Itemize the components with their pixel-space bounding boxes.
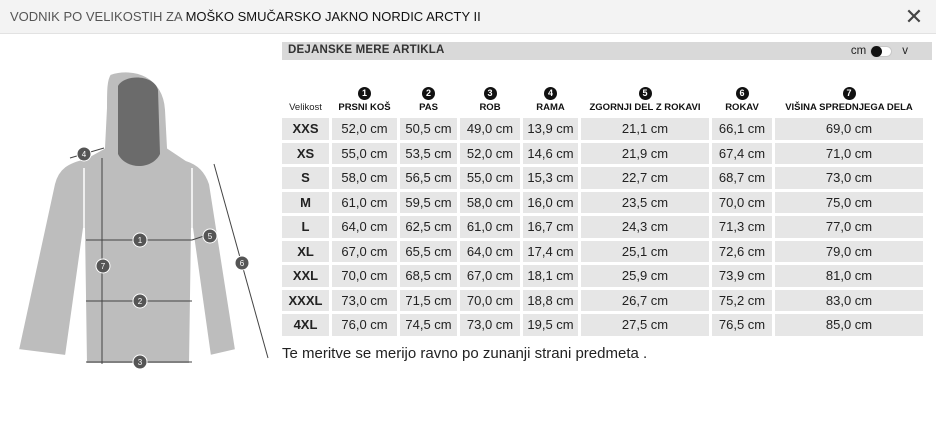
measurement-cell: 67,0 cm	[332, 241, 397, 263]
measurement-cell: 71,5 cm	[400, 290, 457, 312]
svg-text:7: 7	[100, 262, 106, 271]
size-table-body	[282, 118, 923, 336]
table-row	[282, 290, 923, 312]
svg-text:6: 6	[239, 259, 245, 268]
jacket-illustration	[14, 68, 276, 380]
column-label: RAMA	[536, 102, 565, 113]
measurement-cell: 50,5 cm	[400, 118, 457, 140]
table-row	[282, 118, 923, 140]
column-label: ZGORNJI DEL Z ROKAVI	[589, 102, 701, 113]
measurement-cell: 81,0 cm	[775, 265, 923, 287]
measurement-cell: 68,7 cm	[712, 167, 772, 189]
column-header-sleeve	[712, 83, 772, 115]
measurement-cell: 75,2 cm	[712, 290, 772, 312]
marker-7-icon	[96, 259, 110, 273]
modal-title	[10, 9, 481, 24]
measurement-cell: 24,3 cm	[581, 216, 709, 238]
measurement-cell: 85,0 cm	[775, 314, 923, 336]
column-label: PAS	[419, 102, 438, 113]
measurement-cell: 56,5 cm	[400, 167, 457, 189]
unit-cm-label[interactable]: cm	[850, 45, 867, 57]
size-cell: L	[282, 216, 329, 238]
measurement-cell: 18,8 cm	[523, 290, 578, 312]
measurement-cell: 16,7 cm	[523, 216, 578, 238]
marker-1-icon	[133, 233, 147, 247]
measurement-cell: 68,5 cm	[400, 265, 457, 287]
hood-opening	[118, 77, 160, 166]
title-prefix: VODNIK PO VELIKOSTIH ZA	[10, 9, 182, 24]
measurement-cell: 17,4 cm	[523, 241, 578, 263]
column-label: ROKAV	[725, 102, 759, 113]
measurement-cell: 52,0 cm	[460, 143, 520, 165]
measurement-cell: 71,0 cm	[775, 143, 923, 165]
measurement-cell: 70,0 cm	[712, 192, 772, 214]
size-cell: XS	[282, 143, 329, 165]
measurement-cell: 13,9 cm	[523, 118, 578, 140]
measurement-cell: 76,0 cm	[332, 314, 397, 336]
measurement-cell: 65,5 cm	[400, 241, 457, 263]
modal-header	[0, 0, 936, 34]
marker-3-icon	[133, 355, 147, 369]
section-header	[282, 42, 932, 60]
column-header-hem	[460, 83, 520, 115]
measurement-cell: 23,5 cm	[581, 192, 709, 214]
unit-in-label[interactable]: v	[902, 45, 908, 57]
badge-6-icon: 6	[736, 87, 749, 100]
product-name: MOŠKO SMUČARSKO JAKNO NORDIC ARCTY II	[185, 9, 481, 24]
measurement-cell: 15,3 cm	[523, 167, 578, 189]
badge-4-icon: 4	[544, 87, 557, 100]
measurement-cell: 59,5 cm	[400, 192, 457, 214]
table-row	[282, 167, 923, 189]
marker-6-icon	[235, 256, 249, 270]
measurement-cell: 21,1 cm	[581, 118, 709, 140]
measurement-cell: 49,0 cm	[460, 118, 520, 140]
measurement-cell: 16,0 cm	[523, 192, 578, 214]
badge-1-icon: 1	[358, 87, 371, 100]
svg-text:2: 2	[137, 297, 143, 306]
measurement-cell: 14,6 cm	[523, 143, 578, 165]
table-row	[282, 265, 923, 287]
table-header-row	[282, 83, 923, 115]
measurement-cell: 70,0 cm	[332, 265, 397, 287]
unit-toggle-switch[interactable]	[870, 46, 892, 57]
measurement-cell: 61,0 cm	[332, 192, 397, 214]
badge-3-icon: 3	[484, 87, 497, 100]
badge-2-icon: 2	[422, 87, 435, 100]
measurement-cell: 26,7 cm	[581, 290, 709, 312]
measurement-cell: 79,0 cm	[775, 241, 923, 263]
measurement-cell: 73,0 cm	[460, 314, 520, 336]
column-header-front-length	[775, 83, 923, 115]
column-header-shoulders	[523, 83, 578, 115]
measurement-cell: 70,0 cm	[460, 290, 520, 312]
close-icon[interactable]: ✕	[904, 4, 924, 29]
column-header-waist	[400, 83, 457, 115]
measurement-cell: 73,0 cm	[775, 167, 923, 189]
measurement-cell: 69,0 cm	[775, 118, 923, 140]
measurement-cell: 55,0 cm	[460, 167, 520, 189]
column-label: PRSNI KOŠ	[338, 102, 391, 113]
measurement-cell: 67,0 cm	[460, 265, 520, 287]
measurement-cell: 64,0 cm	[460, 241, 520, 263]
measurement-cell: 55,0 cm	[332, 143, 397, 165]
measurement-cell: 71,3 cm	[712, 216, 772, 238]
size-column-header: Velikost	[289, 102, 322, 113]
measurement-cell: 74,5 cm	[400, 314, 457, 336]
measurement-cell: 73,9 cm	[712, 265, 772, 287]
measurement-cell: 73,0 cm	[332, 290, 397, 312]
measurement-cell: 67,4 cm	[712, 143, 772, 165]
measurement-cell: 21,9 cm	[581, 143, 709, 165]
size-table	[279, 80, 926, 339]
size-cell: 4XL	[282, 314, 329, 336]
marker-5-icon	[203, 229, 217, 243]
svg-text:3: 3	[137, 358, 143, 367]
svg-text:1: 1	[137, 236, 143, 245]
table-row	[282, 241, 923, 263]
measurement-cell: 18,1 cm	[523, 265, 578, 287]
svg-text:4: 4	[81, 150, 87, 159]
toggle-knob-icon	[871, 46, 882, 57]
measurement-cell: 19,5 cm	[523, 314, 578, 336]
svg-text:5: 5	[207, 232, 213, 241]
marker-2-icon	[133, 294, 147, 308]
measurement-cell: 53,5 cm	[400, 143, 457, 165]
measurement-cell: 66,1 cm	[712, 118, 772, 140]
table-row	[282, 143, 923, 165]
badge-5-icon: 5	[639, 87, 652, 100]
measurement-cell: 27,5 cm	[581, 314, 709, 336]
table-row	[282, 192, 923, 214]
column-label: VIŠINA SPREDNJEGA DELA	[785, 102, 913, 113]
measurement-note: Te meritve se merijo ravno po zunanji strani predmeta .	[282, 345, 648, 362]
column-label: ROB	[479, 102, 501, 113]
unit-toggle[interactable]	[851, 43, 908, 59]
section-title: DEJANSKE MERE ARTIKLA	[288, 44, 445, 56]
measurement-cell: 75,0 cm	[775, 192, 923, 214]
size-cell: XL	[282, 241, 329, 263]
column-header-chest	[332, 83, 397, 115]
measurement-cell: 77,0 cm	[775, 216, 923, 238]
badge-7-icon: 7	[843, 87, 856, 100]
measurement-cell: 22,7 cm	[581, 167, 709, 189]
measurement-cell: 25,1 cm	[581, 241, 709, 263]
table-row	[282, 216, 923, 238]
marker-4-icon	[77, 147, 91, 161]
size-cell: M	[282, 192, 329, 214]
measurement-cell: 52,0 cm	[332, 118, 397, 140]
measurement-cell: 62,5 cm	[400, 216, 457, 238]
measurement-cell: 76,5 cm	[712, 314, 772, 336]
measurement-cell: 25,9 cm	[581, 265, 709, 287]
size-cell: S	[282, 167, 329, 189]
measurement-cell: 83,0 cm	[775, 290, 923, 312]
measurement-cell: 61,0 cm	[460, 216, 520, 238]
size-cell: XXXL	[282, 290, 329, 312]
column-header-upper-sleeve	[581, 83, 709, 115]
size-cell: XXL	[282, 265, 329, 287]
measurement-cell: 58,0 cm	[332, 167, 397, 189]
measurement-cell: 72,6 cm	[712, 241, 772, 263]
measurement-cell: 64,0 cm	[332, 216, 397, 238]
size-cell: XXS	[282, 118, 329, 140]
table-row	[282, 314, 923, 336]
measurement-cell: 58,0 cm	[460, 192, 520, 214]
